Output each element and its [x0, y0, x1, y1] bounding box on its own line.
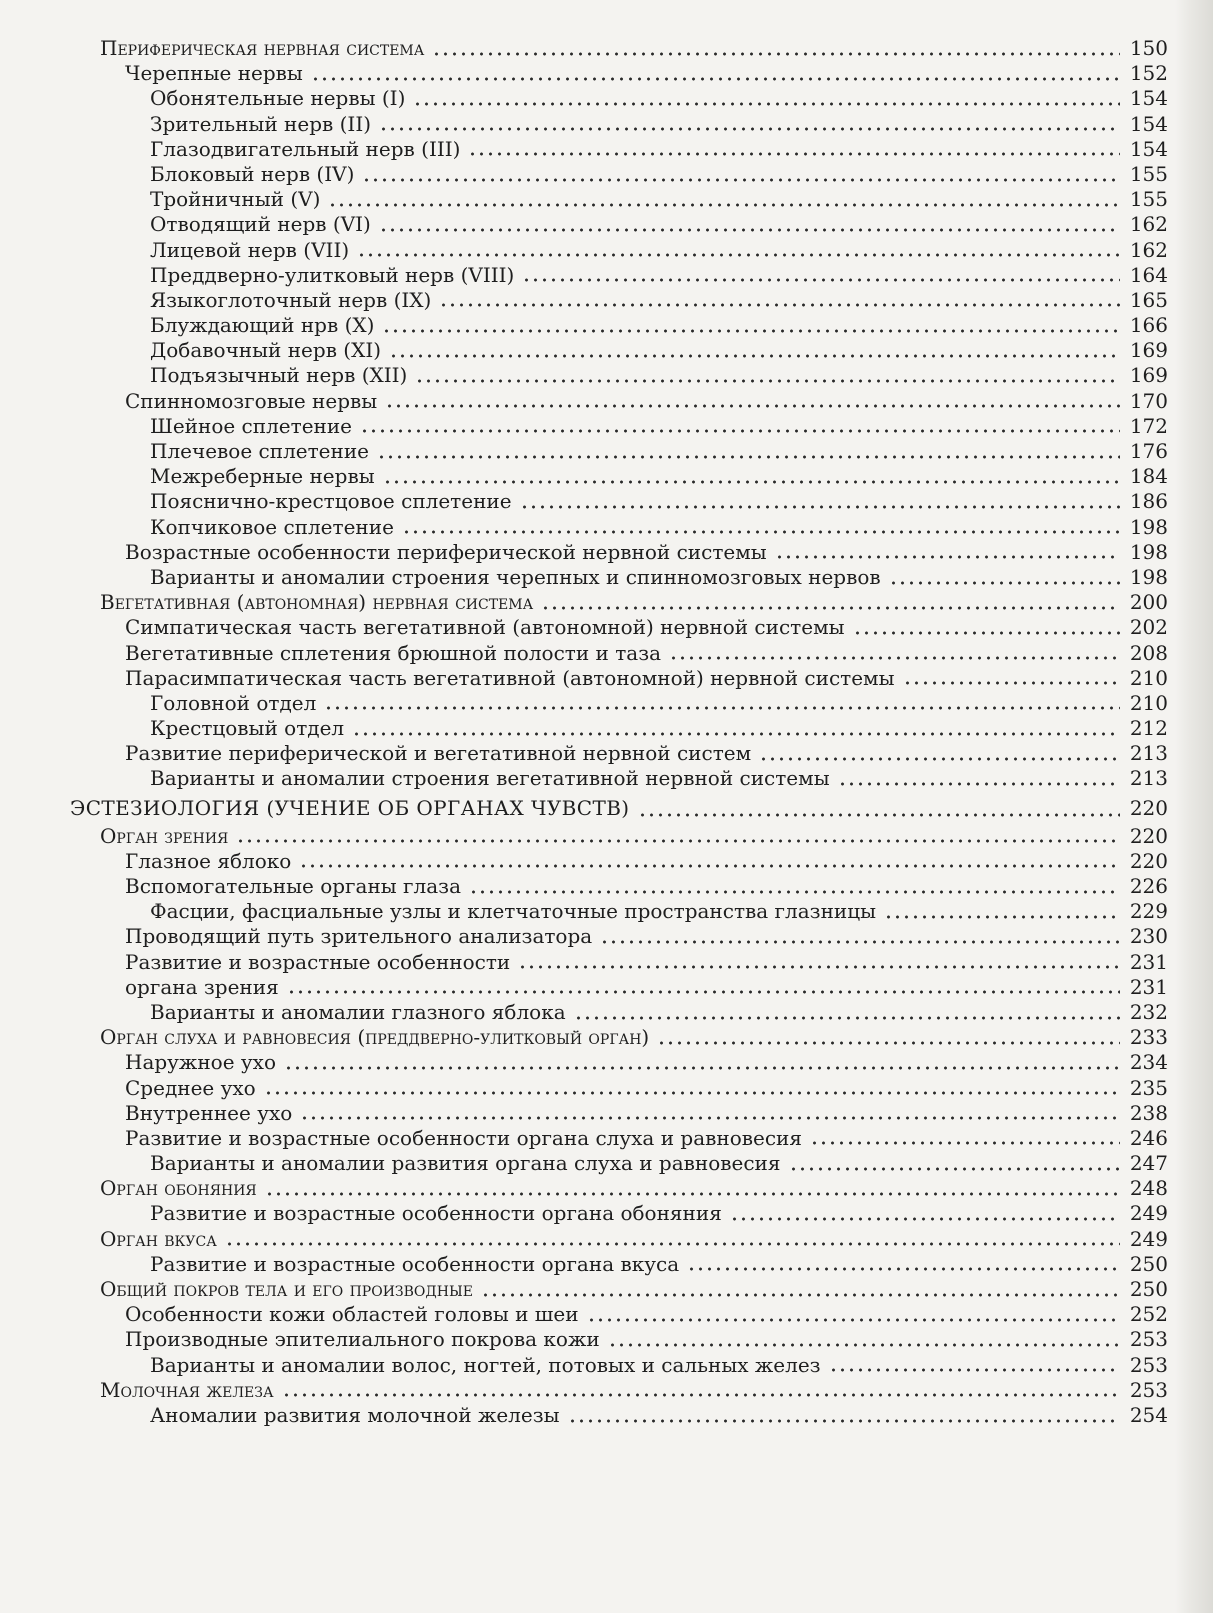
toc-entry-title: Орган обоняния: [100, 1176, 257, 1201]
toc-entry[interactable]: [70, 565, 1168, 590]
toc-entry[interactable]: [70, 716, 1168, 741]
toc-entry[interactable]: [70, 899, 1168, 924]
toc-entry[interactable]: [70, 975, 1168, 1000]
toc-entry-page-number: 230: [1129, 924, 1168, 949]
dot-leader: [608, 1343, 1120, 1347]
dot-leader: [299, 864, 1120, 868]
toc-entry-page-number: 184: [1129, 464, 1168, 489]
dot-leader: [311, 77, 1120, 81]
toc-entry[interactable]: [70, 1000, 1168, 1025]
toc-section-heading[interactable]: [70, 824, 1168, 849]
toc-entry[interactable]: [70, 187, 1168, 212]
dot-leader: [287, 990, 1120, 994]
toc-entry-page-number: 198: [1129, 514, 1168, 539]
page-edge-shadow: [1175, 0, 1213, 1613]
toc-entry[interactable]: [70, 137, 1168, 162]
dot-leader: [379, 228, 1120, 232]
toc-entry-title: Варианты и аномалии строения вегетативной нервной системы: [150, 766, 830, 791]
toc-entry-title: Отводящий нерв (VI): [150, 212, 371, 237]
toc-entry-page-number: 231: [1129, 949, 1168, 974]
toc-entry[interactable]: [70, 313, 1168, 338]
toc-entry-title: Среднее ухо: [125, 1075, 256, 1100]
toc-entry-page-number: 226: [1129, 874, 1168, 898]
toc-entry[interactable]: [70, 515, 1168, 540]
dot-leader: [382, 329, 1120, 333]
toc-entry-title: ЭСТЕЗИОЛОГИЯ (УЧЕНИЕ ОБ ОРГАНАХ ЧУВСТВ): [70, 795, 630, 820]
toc-entry[interactable]: [70, 1327, 1168, 1352]
toc-section-heading[interactable]: [70, 36, 1168, 61]
toc-entry-page-number: 229: [1129, 899, 1168, 924]
toc-entry-title: Блоковый нерв (IV): [150, 161, 355, 186]
toc-entry-title: Зрительный нерв (II): [150, 111, 372, 136]
toc-entry-page-number: 154: [1129, 136, 1168, 161]
toc-entry-page-number: 198: [1129, 564, 1168, 589]
dot-leader: [402, 530, 1120, 534]
toc-entry[interactable]: [70, 1201, 1168, 1226]
toc-entry-page-number: 172: [1129, 413, 1168, 438]
toc-entry-page-number: 247: [1129, 1151, 1168, 1176]
dot-leader: [225, 1242, 1120, 1246]
dot-leader: [574, 1016, 1120, 1020]
dot-leader: [838, 782, 1120, 786]
toc-entry[interactable]: [70, 464, 1168, 489]
toc-entry-title: Вегетативная (автономная) нервная система: [100, 590, 534, 615]
toc-entry-page-number: 208: [1129, 640, 1168, 665]
toc-entry[interactable]: [70, 389, 1168, 414]
dot-leader: [481, 1293, 1120, 1297]
dot-leader: [324, 706, 1120, 710]
dot-leader: [377, 455, 1120, 459]
toc-entry-title: Лицевой нерв (VII): [150, 237, 350, 262]
toc-entry-page-number: 231: [1129, 974, 1168, 999]
dot-leader: [657, 1041, 1120, 1045]
toc-entry[interactable]: [70, 1101, 1168, 1126]
toc-entry-title: Подъязычный нерв (XII): [150, 363, 408, 388]
toc-entry[interactable]: [70, 288, 1168, 313]
toc-entry-page-number: 170: [1129, 388, 1168, 413]
dot-leader: [264, 1091, 1120, 1095]
toc-entry-title: Проводящий путь зрительного анализатора: [125, 924, 593, 949]
toc-entry-title: Черепные нервы: [125, 61, 303, 86]
dot-leader: [328, 203, 1120, 207]
toc-entry-title: Варианты и аномалии развития органа слуха и равновесия: [150, 1151, 781, 1176]
toc-entry-title: Обонятельные нервы (I): [150, 86, 406, 111]
toc-entry[interactable]: [70, 238, 1168, 263]
toc-entry-page-number: 250: [1129, 1251, 1168, 1276]
toc-entry[interactable]: [70, 1302, 1168, 1327]
toc-entry[interactable]: [70, 615, 1168, 640]
toc-entry-title: Вегетативные сплетения брюшной полости и таза: [125, 640, 662, 665]
toc-entry-title: Развитие и возрастные особенности органа слуха и равновесия: [125, 1125, 802, 1150]
dot-leader: [853, 631, 1120, 635]
dot-leader: [360, 429, 1120, 433]
toc-entry-title: Крестцовый отдел: [150, 716, 345, 741]
toc-entry-page-number: 249: [1129, 1226, 1168, 1251]
toc-entry-title: Варианты и аномалии глазного яблока: [150, 999, 566, 1024]
toc-entry-page-number: 154: [1129, 86, 1168, 111]
toc-entry-title: Пояснично-крестцовое сплетение: [150, 489, 512, 514]
toc-entry-title: Аномалии развития молочной железы: [150, 1402, 560, 1427]
toc-entry-page-number: 238: [1129, 1100, 1168, 1125]
toc-entry-title: Возрастные особенности периферической нервной системы: [125, 539, 767, 564]
toc-entry-title: Развитие и возрастные особенности: [125, 949, 511, 974]
dot-leader: [520, 505, 1120, 509]
toc-entry[interactable]: [70, 489, 1168, 514]
toc-entry-title: Вспомогательные органы глаза: [125, 874, 461, 898]
toc-entry-title: Варианты и аномалии волос, ногтей, потовых и сальных желез: [150, 1352, 821, 1377]
dot-leader: [385, 404, 1120, 408]
toc-entry-page-number: 169: [1129, 338, 1168, 363]
toc-entry[interactable]: [70, 363, 1168, 388]
toc-entry-page-number: 202: [1129, 615, 1168, 640]
dot-leader: [300, 1116, 1120, 1120]
toc-entry[interactable]: [70, 1252, 1168, 1277]
toc-entry-page-number: 210: [1129, 690, 1168, 715]
toc-entry-title: Наружное ухо: [125, 1050, 276, 1075]
dot-leader: [352, 732, 1120, 736]
toc-entry-page-number: 233: [1129, 1025, 1168, 1050]
toc-entry[interactable]: [70, 540, 1168, 565]
dot-leader: [903, 681, 1120, 685]
toc-entry-title: Парасимпатическая часть вегетативной (автономной) нервной системы: [125, 665, 895, 690]
dot-leader: [884, 915, 1120, 919]
toc-entry[interactable]: [70, 414, 1168, 439]
toc-entry-page-number: 162: [1129, 237, 1168, 262]
toc-entry[interactable]: [70, 263, 1168, 288]
toc-entry[interactable]: [70, 766, 1168, 791]
toc-entry-title: Развитие и возрастные особенности органа вкуса: [150, 1251, 680, 1276]
toc-entry-title: Глазное яблоко: [125, 848, 292, 873]
toc-entry-page-number: 165: [1129, 287, 1168, 312]
toc-entry-page-number: 198: [1129, 539, 1168, 564]
table-of-contents: [70, 36, 1168, 1428]
toc-entry-title: Орган слуха и равновесия (преддверно-улитковый орган): [100, 1025, 650, 1050]
dot-leader: [236, 839, 1120, 843]
toc-entry[interactable]: [70, 61, 1168, 86]
toc-entry[interactable]: [70, 338, 1168, 363]
dot-leader: [775, 555, 1120, 559]
toc-section-heading[interactable]: [70, 1227, 1168, 1252]
toc-entry-page-number: 253: [1129, 1327, 1168, 1352]
toc-entry-page-number: 200: [1129, 590, 1168, 615]
dot-leader: [265, 1192, 1120, 1196]
toc-entry-title: Добавочный нерв (XI): [150, 338, 382, 363]
toc-entry-page-number: 248: [1129, 1176, 1168, 1201]
toc-entry-page-number: 232: [1129, 999, 1168, 1024]
dot-leader: [522, 278, 1120, 282]
toc-entry-title: Особенности кожи областей головы и шеи: [125, 1302, 579, 1327]
toc-entry[interactable]: [70, 1353, 1168, 1378]
dot-leader: [518, 965, 1120, 969]
toc-entry-page-number: 186: [1129, 489, 1168, 514]
toc-entry-title: Спинномозговые нервы: [125, 388, 378, 413]
toc-entry-title: Общий покров тела и его производные: [100, 1277, 473, 1301]
dot-leader: [413, 102, 1120, 106]
toc-section-heading[interactable]: [70, 590, 1168, 615]
dot-leader: [357, 253, 1120, 257]
toc-entry-page-number: 246: [1129, 1125, 1168, 1150]
toc-entry-page-number: 234: [1129, 1050, 1168, 1075]
toc-entry-title: Межреберные нервы: [150, 464, 375, 489]
toc-entry[interactable]: [70, 1050, 1168, 1075]
toc-entry-title: Шейное сплетение: [150, 413, 353, 438]
toc-entry[interactable]: [70, 874, 1168, 899]
toc-entry-title: Языкоглоточный нерв (IX): [150, 287, 432, 312]
dot-leader: [469, 890, 1120, 894]
dot-leader: [789, 1167, 1120, 1171]
toc-entry[interactable]: [70, 1126, 1168, 1151]
toc-entry-page-number: 253: [1129, 1377, 1168, 1402]
dot-leader: [282, 1393, 1120, 1397]
toc-entry-page-number: 150: [1129, 36, 1168, 60]
toc-entry[interactable]: [70, 112, 1168, 137]
dot-leader: [468, 152, 1120, 156]
toc-section-heading[interactable]: [70, 1277, 1168, 1302]
dot-leader: [889, 581, 1120, 585]
toc-entry-page-number: 220: [1129, 795, 1168, 820]
toc-entry-page-number: 249: [1129, 1201, 1168, 1226]
toc-entry-page-number: 166: [1129, 313, 1168, 338]
toc-section-heading[interactable]: [70, 1176, 1168, 1201]
toc-entry[interactable]: [70, 1403, 1168, 1428]
toc-entry[interactable]: [70, 924, 1168, 949]
toc-entry-title: Фасции, фасциальные узлы и клетчаточные пространства глазницы: [150, 899, 877, 924]
dot-leader: [669, 656, 1120, 660]
toc-entry[interactable]: [70, 1151, 1168, 1176]
toc-entry-title: Периферическая нервная система: [100, 36, 425, 60]
dot-leader: [432, 52, 1120, 56]
toc-entry-page-number: 220: [1129, 823, 1168, 848]
dot-leader: [759, 757, 1120, 761]
toc-entry-page-number: 250: [1129, 1277, 1168, 1301]
toc-entry-page-number: 212: [1129, 716, 1168, 741]
toc-entry-page-number: 213: [1129, 741, 1168, 766]
toc-entry-title: Развитие периферической и вегетативной нервной систем: [125, 741, 752, 766]
toc-entry[interactable]: [70, 212, 1168, 237]
toc-part-heading[interactable]: [70, 796, 1168, 824]
toc-entry[interactable]: [70, 641, 1168, 666]
toc-entry-title: органа зрения: [125, 974, 279, 999]
toc-entry-title: Копчиковое сплетение: [150, 514, 394, 539]
toc-entry-page-number: 162: [1129, 212, 1168, 237]
toc-entry-title: Внутреннее ухо: [125, 1100, 293, 1125]
toc-entry-page-number: 235: [1129, 1075, 1168, 1100]
toc-entry-page-number: 176: [1129, 439, 1168, 463]
toc-entry-page-number: 155: [1129, 161, 1168, 186]
toc-entry-page-number: 220: [1129, 848, 1168, 873]
dot-leader: [638, 813, 1120, 817]
dot-leader: [541, 606, 1120, 610]
toc-entry-page-number: 210: [1129, 665, 1168, 690]
toc-entry[interactable]: [70, 1076, 1168, 1101]
toc-entry-title: Плечевое сплетение: [150, 439, 370, 463]
toc-entry[interactable]: [70, 666, 1168, 691]
dot-leader: [687, 1267, 1120, 1271]
toc-entry-page-number: 253: [1129, 1352, 1168, 1377]
dot-leader: [415, 379, 1120, 383]
toc-entry[interactable]: [70, 86, 1168, 111]
toc-entry[interactable]: [70, 741, 1168, 766]
dot-leader: [383, 480, 1120, 484]
toc-entry-title: Преддверно-улитковый нерв (VIII): [150, 262, 515, 287]
toc-section-heading[interactable]: [70, 1025, 1168, 1050]
dot-leader: [379, 127, 1120, 131]
dot-leader: [568, 1419, 1120, 1423]
dot-leader: [389, 354, 1120, 358]
dot-leader: [439, 303, 1120, 307]
toc-entry-page-number: 152: [1129, 61, 1168, 86]
toc-entry-title: Орган вкуса: [100, 1226, 217, 1251]
toc-entry-page-number: 155: [1129, 187, 1168, 212]
toc-entry-title: Варианты и аномалии строения черепных и спинномозговых нервов: [150, 564, 881, 589]
toc-entry[interactable]: [70, 849, 1168, 874]
toc-entry-page-number: 169: [1129, 363, 1168, 388]
dot-leader: [284, 1066, 1120, 1070]
toc-entry-page-number: 254: [1129, 1402, 1168, 1427]
dot-leader: [829, 1368, 1120, 1372]
toc-entry-title: Молочная железа: [100, 1377, 274, 1402]
toc-entry-title: Симпатическая часть вегетативной (автономной) нервной системы: [125, 615, 845, 640]
toc-entry-title: Головной отдел: [150, 690, 317, 715]
toc-entry[interactable]: [70, 439, 1168, 464]
toc-entry[interactable]: [70, 950, 1168, 975]
dot-leader: [587, 1318, 1120, 1322]
toc-entry-page-number: 164: [1129, 262, 1168, 287]
toc-entry-page-number: 154: [1129, 111, 1168, 136]
dot-leader: [600, 940, 1120, 944]
toc-entry[interactable]: [70, 162, 1168, 187]
dot-leader: [730, 1217, 1120, 1221]
toc-entry-page-number: 252: [1129, 1302, 1168, 1327]
toc-entry-title: Производные эпителиального покрова кожи: [125, 1327, 600, 1352]
toc-entry-title: Блуждающий нрв (X): [150, 313, 375, 338]
toc-entry-title: Развитие и возрастные особенности органа обоняния: [150, 1201, 722, 1226]
toc-entry-page-number: 213: [1129, 766, 1168, 791]
dot-leader: [810, 1141, 1120, 1145]
dot-leader: [362, 178, 1120, 182]
toc-entry[interactable]: [70, 691, 1168, 716]
toc-entry-title: Тройничный (V): [150, 187, 321, 212]
toc-entry-title: Орган зрения: [100, 823, 229, 848]
toc-section-heading[interactable]: [70, 1378, 1168, 1403]
toc-entry-title: Глазодвигательный нерв (III): [150, 136, 461, 161]
